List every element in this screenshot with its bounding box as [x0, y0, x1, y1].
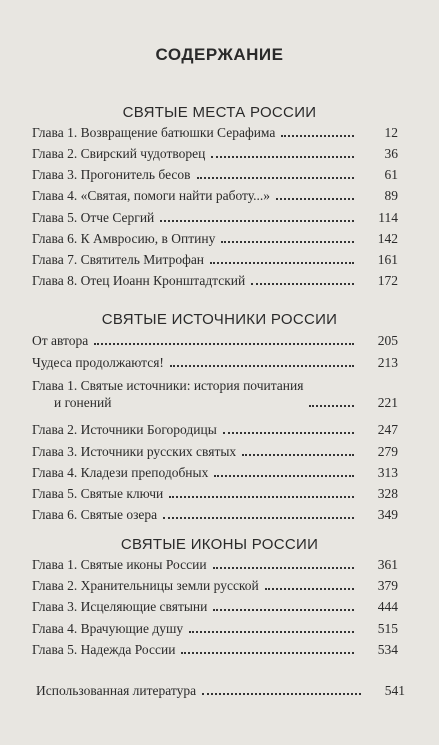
- toc-entry[interactable]: От автора 205: [32, 333, 398, 348]
- section-heading-holy-springs: СВЯТЫЕ ИСТОЧНИКИ РОССИИ: [101, 311, 338, 328]
- page-number: 172: [377, 273, 398, 288]
- toc-entry[interactable]: Глава 1. Святые иконы России 361: [32, 557, 398, 572]
- leader-dots: [213, 609, 354, 611]
- leader-dots: [211, 156, 354, 158]
- toc-entry[interactable]: Глава 8. Отец Иоанн Кронштадтский 172: [32, 273, 398, 288]
- toc-entry[interactable]: Глава 4. Врачующие душу 515: [32, 621, 398, 636]
- leader-dots: [276, 198, 354, 200]
- leader-dots: [163, 517, 354, 519]
- page-title: СОДЕРЖАНИЕ: [155, 45, 284, 64]
- leader-dots: [221, 241, 354, 243]
- page-number: 349: [377, 507, 398, 522]
- page-number: 515: [377, 621, 398, 636]
- leader-dots: [160, 220, 354, 222]
- leader-dots: [210, 262, 354, 264]
- toc-entry[interactable]: Глава 3. Источники русских святых 279: [32, 444, 398, 459]
- page-number: 444: [377, 599, 398, 614]
- page-number: 213: [377, 355, 398, 370]
- page-number: 12: [384, 125, 398, 140]
- leader-dots: [94, 343, 354, 345]
- page-number: 114: [378, 210, 398, 225]
- leader-dots: [189, 631, 354, 633]
- toc-entry[interactable]: Чудеса продолжаются! 213: [32, 355, 398, 370]
- toc-entry[interactable]: Глава 5. Святые ключи 328: [32, 486, 398, 501]
- page-number: 313: [377, 465, 398, 480]
- leader-dots: [223, 432, 354, 434]
- leader-dots: [242, 454, 354, 456]
- toc-entry[interactable]: Глава 3. Исцеляющие святыни 444: [32, 599, 398, 614]
- leader-dots: [197, 177, 354, 179]
- page-number: 379: [377, 578, 398, 593]
- page-number: 89: [384, 188, 398, 203]
- page-number: 36: [384, 146, 398, 161]
- section-heading-holy-places: СВЯТЫЕ МЕСТА РОССИИ: [122, 104, 317, 121]
- toc-entry[interactable]: Глава 4. Кладези преподобных 313: [32, 465, 398, 480]
- toc-entry[interactable]: Глава 6. Святые озера 349: [32, 507, 398, 522]
- leader-dots: [281, 135, 354, 137]
- page-number: 161: [377, 252, 398, 267]
- toc-entry[interactable]: Глава 2. Хранительницы земли русской 379: [32, 578, 398, 593]
- leader-dots: [181, 652, 354, 654]
- leader-dots: [202, 693, 361, 695]
- toc-entry[interactable]: Глава 5. Отче Сергий 114: [32, 210, 398, 225]
- toc-entry[interactable]: Глава 5. Надежда России 534: [32, 642, 398, 657]
- page-number: 205: [377, 333, 398, 348]
- toc-entry[interactable]: Глава 2. Источники Богородицы 247: [32, 422, 398, 437]
- toc-entry[interactable]: Глава 1. Святые источники: история почитания и гонений 221: [32, 378, 398, 410]
- leader-dots: [214, 475, 354, 477]
- page-number: 61: [384, 167, 398, 182]
- toc-entry[interactable]: Глава 7. Святитель Митрофан 161: [32, 252, 398, 267]
- toc-entry[interactable]: Глава 2. Свирский чудотворец 36: [32, 146, 398, 161]
- page-number: 142: [377, 231, 398, 246]
- page-number: 361: [377, 557, 398, 572]
- toc-entry[interactable]: Глава 4. «Святая, помоги найти работу...» 89: [32, 188, 398, 203]
- toc-entry[interactable]: Глава 1. Возвращение батюшки Серафима 12: [32, 125, 398, 140]
- page-number: 541: [384, 683, 405, 698]
- page-number: 221: [377, 395, 398, 410]
- page-number: 279: [377, 444, 398, 459]
- toc-entry[interactable]: Глава 3. Прогонитель бесов 61: [32, 167, 398, 182]
- toc-entry[interactable]: Глава 6. К Амвросию, в Оптину 142: [32, 231, 398, 246]
- leader-dots: [169, 496, 354, 498]
- page-number: 247: [377, 422, 398, 437]
- leader-dots: [170, 365, 354, 367]
- page-number: 328: [377, 486, 398, 501]
- leader-dots: [309, 405, 354, 407]
- toc-entry-literature[interactable]: Использованная литература 541: [36, 683, 405, 698]
- leader-dots: [265, 588, 354, 590]
- leader-dots: [213, 567, 354, 569]
- section-heading-holy-icons: СВЯТЫЕ ИКОНЫ РОССИИ: [120, 536, 319, 553]
- page-number: 534: [377, 642, 398, 657]
- leader-dots: [251, 283, 354, 285]
